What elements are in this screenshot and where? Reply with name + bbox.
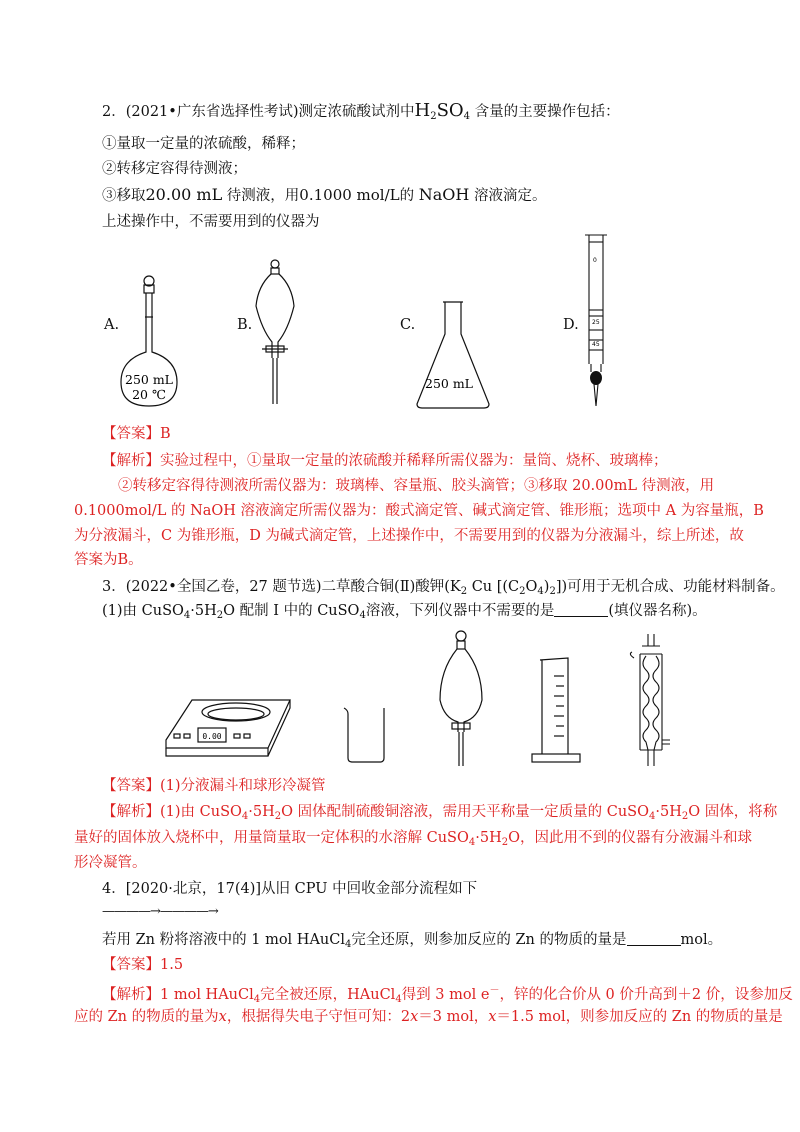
measuring-cylinder-icon [530, 656, 584, 768]
option-b-label: B. [237, 317, 253, 333]
separatory-funnel-2-icon [436, 630, 486, 770]
q3-stem: 3．(2022•全国乙卷，27 题节选)二草酸合铜(Ⅱ)酸钾($K_2$ Cu $[(C_2O_4)_2]$)可用于无机合成、功能材料制备。 [102, 579, 785, 597]
q2-stem-text: 2．(2021•广东省选择性考试)测定浓硫酸试剂中 [102, 104, 415, 120]
conical-flask-icon [413, 300, 493, 410]
separatory-funnel-icon [250, 258, 300, 408]
option-a-label: A. [104, 317, 120, 333]
q4-flow-arrows: ————→————→ [102, 904, 218, 919]
q4-stem: 4．[2020·北京，17(4)]从旧 CPU 中回收金部分流程如下 [102, 881, 478, 897]
q3-analysis-3: 形冷凝管。 [74, 855, 147, 871]
q2-analysis-3: 0.1000mol/L 的 NaOH 溶液滴定所需仪器为：酸式滴定管、碱式滴定管、锥形瓶；选项中 A 为容量瓶，B [74, 503, 764, 519]
option-d-label: D. [563, 317, 579, 333]
q4-answer-blank[interactable] [627, 931, 681, 946]
q2-analysis-1: 【解析】实验过程中，①量取一定量的浓硫酸并稀释所需仪器为：量筒、烧杯、玻璃棒； [102, 453, 668, 469]
q3-part1: (1)由 $CuSO_4\cdot 5H_2O$ 配制 Ⅰ 中的 CuSO$_4$溶液，下列仪器中不需要的是 (填仪器名称)。 [102, 603, 707, 621]
q2-step3: ③移取20.00 mL 待测液，用0.1000 mol/L的 NaOH 溶液滴定。 [102, 185, 547, 204]
q2-analysis-4: 为分液漏斗，C 为锥形瓶，D 为碱式滴定管，上述操作中，不需要用到的仪器为分液漏斗，综上所述，故 [74, 528, 744, 544]
q4-answer: 【答案】1.5 [102, 957, 184, 973]
q2-question: 上述操作中，不需要用到的仪器为 [102, 214, 320, 230]
flask-label-temp: 20 ℃ [132, 387, 166, 402]
q4-question: 若用 Zn 粉将溶液中的 1 mol HAuCl$_4$完全还原，则参加反应的 Zn 的物质的量是 mol。 [102, 932, 723, 950]
q3-analysis-1: 【解析】(1)由 $CuSO_4\cdot 5H_2O$ 固体配制硫酸铜溶液，需用天平称量一定质量的 $CuSO_4\cdot 5H_2O$ 固体，将称 [102, 804, 778, 822]
option-c-label: C. [400, 317, 416, 333]
base-burette-icon [582, 232, 612, 412]
conical-label: 250 mL [425, 376, 473, 391]
q4-analysis-1: 【解析】1 mol HAuCl$_4$完全被还原，HAuCl$_4$得到 3 mol e－，锌的化合价从 0 价升高到＋2 价，设参加反 [102, 985, 793, 1005]
q2-step2: ②转移定容得待测液； [102, 161, 247, 177]
q2-answer: 【答案】B [102, 426, 171, 442]
burette-mark-25: 25 [592, 319, 600, 326]
bulb-condenser-icon [626, 632, 676, 772]
h2so4-formula: $H_2SO_4$ [414, 100, 471, 122]
q2-analysis-5: 答案为B。 [74, 552, 143, 568]
electronic-balance-icon [162, 690, 294, 768]
q3-answer: 【答案】(1)分液漏斗和球形冷凝管 [102, 778, 326, 794]
q2-stem [102, 101, 620, 127]
q3-answer-blank[interactable] [554, 602, 608, 617]
burette-mark-0: 0 [593, 257, 597, 264]
volumetric-flask-icon [118, 272, 188, 412]
q2-step1: ①量取一定量的浓硫酸，稀释； [102, 136, 305, 152]
q3-analysis-2: 量好的固体放入烧杯中，用量筒量取一定体积的水溶解 $CuSO_4\cdot 5H_2O$，因此用不到的仪器有分液漏斗和球 [74, 830, 752, 848]
balance-display: 0.00 [202, 732, 222, 741]
q2-stem-end: 含量的主要操作包括： [474, 104, 620, 120]
q2-analysis-2: ②转移定容得待测液所需仪器为：玻璃棒、容量瓶、胶头滴管；③移取 20.00mL 待测液，用 [118, 478, 715, 494]
burette-mark-45: 45 [592, 341, 600, 348]
flask-label-volume: 250 mL [125, 372, 173, 387]
beaker-icon [342, 706, 388, 764]
q4-analysis-2: 应的 Zn 的物质的量为x，根据得失电子守恒可知：2x＝3 mol，x＝1.5 mol，则参加反应的 Zn 的物质的量是 [74, 1009, 783, 1025]
